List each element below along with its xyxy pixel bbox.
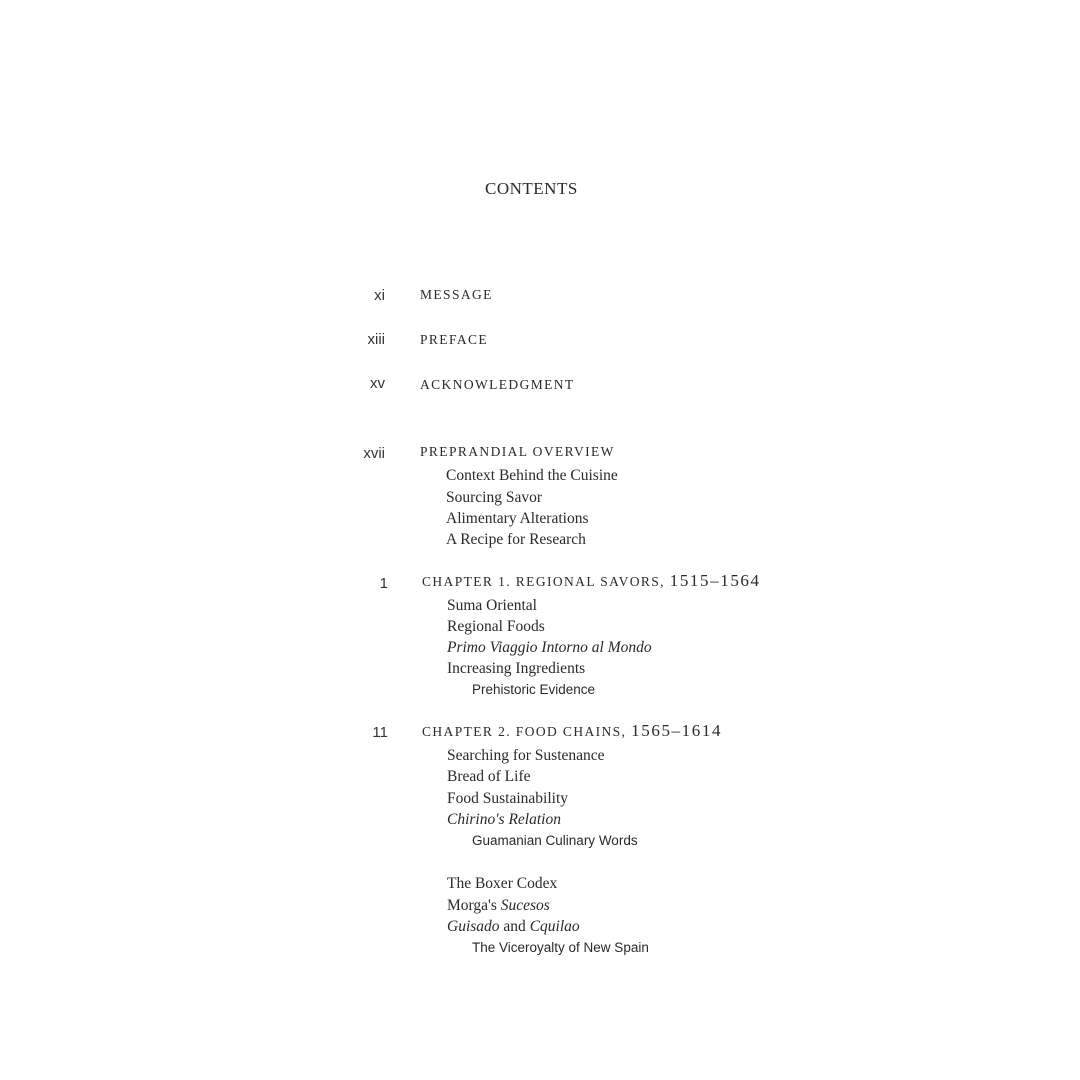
morga-italic: Sucesos bbox=[500, 897, 550, 914]
chapter1-years: 1515–1564 bbox=[669, 571, 761, 590]
cquilao-italic: Cquilao bbox=[529, 918, 580, 935]
chapter1-subitem: Prehistoric Evidence bbox=[472, 682, 596, 697]
chapter1-item: Suma Oriental bbox=[447, 597, 537, 614]
overview-item: Sourcing Savor bbox=[446, 489, 543, 506]
guisado-and: and bbox=[499, 918, 530, 935]
chapter2-item: Bread of Life bbox=[447, 768, 531, 785]
chapter2-item: Chirino's Relation bbox=[447, 811, 561, 828]
chapter1-item: Regional Foods bbox=[447, 618, 545, 635]
page-number-chapter2: 11 bbox=[372, 724, 388, 741]
page-number-acknowledgment: xv bbox=[370, 375, 385, 392]
overview-item: Context Behind the Cuisine bbox=[446, 467, 618, 484]
entry-overview: PREPRANDIAL OVERVIEW bbox=[420, 444, 615, 459]
entry-chapter1 bbox=[422, 571, 761, 591]
page-number-chapter1: 1 bbox=[379, 575, 388, 592]
chapter1-item: Increasing Ingredients bbox=[447, 660, 586, 677]
morga-prefix: Morga's bbox=[447, 897, 501, 914]
page-number-message: xi bbox=[374, 287, 385, 304]
entry-acknowledgment: ACKNOWLEDGMENT bbox=[420, 377, 575, 392]
chapter2-item: Searching for Sustenance bbox=[447, 747, 605, 764]
overview-item: Alimentary Alterations bbox=[446, 510, 589, 527]
chapter2-subitem: Guamanian Culinary Words bbox=[472, 833, 638, 848]
chapter2-item: Food Sustainability bbox=[447, 790, 568, 807]
page-number-overview: xvii bbox=[363, 445, 385, 462]
overview-item: A Recipe for Research bbox=[446, 531, 586, 548]
chapter1-item: Primo Viaggio Intorno al Mondo bbox=[447, 639, 652, 656]
entry-preface: PREFACE bbox=[420, 332, 489, 347]
chapter2-years: 1565–1614 bbox=[631, 721, 723, 740]
entry-chapter2 bbox=[422, 721, 722, 741]
chapter2-item bbox=[447, 897, 550, 915]
chapter2-subitem: The Viceroyalty of New Spain bbox=[472, 940, 649, 955]
chapter2-item: The Boxer Codex bbox=[447, 875, 558, 892]
page-title: CONTENTS bbox=[485, 179, 578, 198]
entry-message: MESSAGE bbox=[420, 287, 493, 302]
guisado-italic: Guisado bbox=[447, 918, 500, 935]
chapter2-label: CHAPTER 2. FOOD CHAINS, bbox=[422, 724, 627, 739]
chapter2-item bbox=[447, 918, 580, 936]
chapter1-label: CHAPTER 1. REGIONAL SAVORS, bbox=[422, 574, 665, 589]
page-number-preface: xiii bbox=[367, 331, 385, 348]
